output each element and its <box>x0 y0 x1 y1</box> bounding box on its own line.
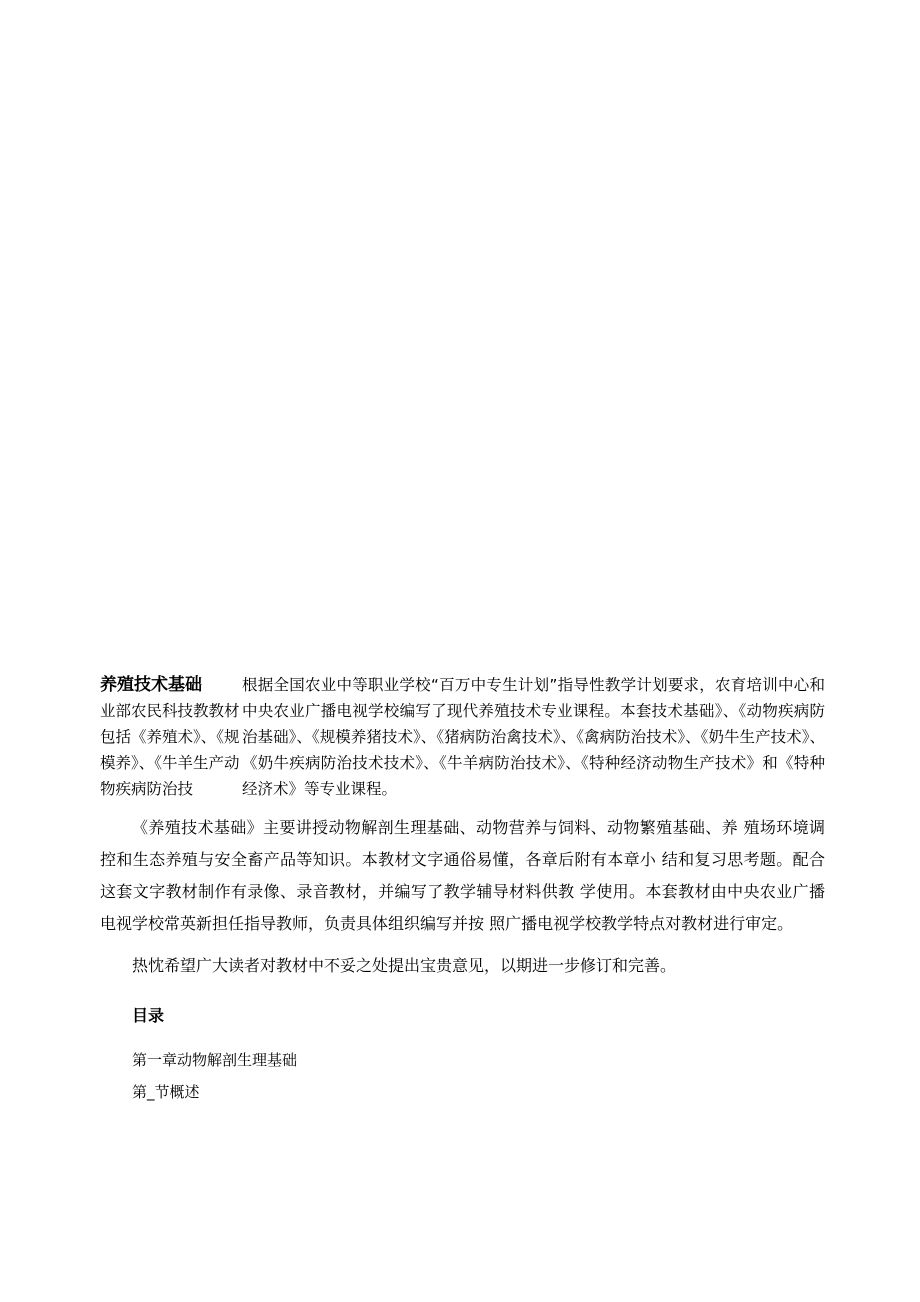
intro-paragraph-text: 根据全国农业中等职业学校“百万中专生计划”指导性教学计划要求，农育培训中心和中央农业广播电视学校编写了现代养殖技术专业课程。本套技术基础》、《动物疾病防治基础》、《规模养猪技术》、《猪病防治禽技术》、《禽病防治技术》、《奶牛生产技术》、《奶牛疾病防治技术技术》、《牛羊病防治技术》、《特种经济动物生产技术》和《特种经济术》等专业课程。 <box>242 676 825 798</box>
paragraph-2: 《养殖技术基础》主要讲授动物解剖生理基础、动物营养与饲料、动物繁殖基础、养 殖场环境调控和生态养殖与安全畜产品等知识。本教材文字通俗易懂，各章后附有本章小 结和复习思考题。配合这套文字教材制作有录像、录音教材，并编写了教学辅导材料供教 学使用。本套教材由中央农业广播电视学校常英新担任指导教师，负责具体组织编写并按 照广播电视学校教学特点对教材进行审定。 <box>100 818 825 933</box>
toc-item-section-1: 第_节概述 <box>132 1083 200 1101</box>
paragraph-3: 热忱希望广大读者对教材中不妥之处提出宝贵意见，以期进一步修订和完善。 <box>132 956 677 975</box>
lead-continuation-text: 业部农民科技教教材包括《养殖术》、《规模养》、《牛羊生产动物疾病防治技 <box>100 702 240 798</box>
document-body <box>100 672 825 1108</box>
lead-block <box>100 672 242 802</box>
paragraph-intro <box>100 672 825 802</box>
toc-item-chapter-1: 第一章动物解剖生理基础 <box>132 1051 298 1069</box>
document-title: 养殖技术基础 <box>100 675 202 695</box>
toc-heading: 目录 <box>132 1006 165 1025</box>
